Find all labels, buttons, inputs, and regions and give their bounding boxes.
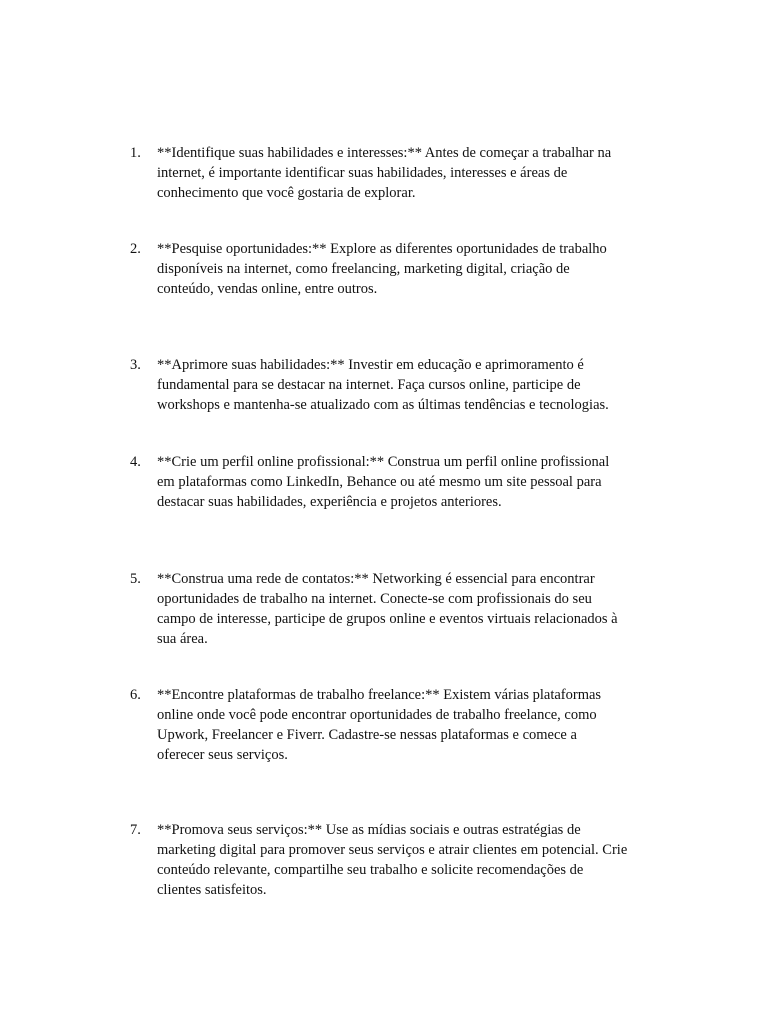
list-item-line: Upwork, Freelancer e Fiverr. Cadastre-se nessas plataformas e comece a: [157, 727, 577, 743]
list-item-line: em plataformas como LinkedIn, Behance ou até mesmo um site pessoal para: [157, 474, 602, 490]
list-item: [130, 685, 660, 765]
list-item-number: 5.: [130, 571, 141, 587]
list-item-line: workshops e mantenha-se atualizado com as últimas tendências e tecnologias.: [157, 397, 609, 413]
list-item-line: conteúdo relevante, compartilhe seu trabalho e solicite recomendações de: [157, 862, 584, 878]
list-item-line: internet, é importante identificar suas habilidades, interesses e áreas de: [157, 165, 568, 181]
list-item-number: 2.: [130, 241, 141, 257]
list-item: [130, 143, 660, 203]
list-item-line: conteúdo, vendas online, entre outros.: [157, 281, 378, 297]
list-item: [130, 239, 660, 299]
list-item-line: **Promova seus serviços:** Use as mídias sociais e outras estratégias de: [157, 822, 581, 838]
list-item-text: [157, 452, 660, 512]
list-item-text: [157, 143, 660, 203]
list-item-line: destacar suas habilidades, experiência e projetos anteriores.: [157, 494, 502, 510]
list-item-line: fundamental para se destacar na internet. Faça cursos online, participe de: [157, 377, 581, 393]
list-item-line: sua área.: [157, 631, 208, 647]
list-item-line: **Aprimore suas habilidades:** Investir em educação e aprimoramento é: [157, 357, 584, 373]
list-item-number: 6.: [130, 687, 141, 703]
list-item-line: **Identifique suas habilidades e interesses:** Antes de começar a trabalhar na: [157, 145, 612, 161]
list-item-text: [157, 820, 660, 900]
list-item: [130, 452, 660, 512]
list-item-text: [157, 355, 660, 415]
list-item: [130, 569, 660, 649]
list-item-line: **Encontre plataformas de trabalho freelance:** Existem várias plataformas: [157, 687, 602, 703]
list-item-line: **Crie um perfil online profissional:** Construa um perfil online profissional: [157, 454, 610, 470]
list-item-line: campo de interesse, participe de grupos online e eventos virtuais relacionados à: [157, 611, 618, 627]
list-item-line: oferecer seus serviços.: [157, 747, 288, 763]
list-item-number: 3.: [130, 357, 141, 373]
list-item: [130, 355, 660, 415]
list-item-line: disponíveis na internet, como freelancing, marketing digital, criação de: [157, 261, 570, 277]
list-item-number: 1.: [130, 145, 141, 161]
list-item-line: conhecimento que você gostaria de explorar.: [157, 185, 416, 201]
list-item-line: clientes satisfeitos.: [157, 882, 267, 898]
list-item-text: [157, 239, 660, 299]
list-item: [130, 820, 660, 900]
list-item-number: 4.: [130, 454, 141, 470]
list-item-text: [157, 685, 660, 765]
list-item-line: oportunidades de trabalho na internet. Conecte-se com profissionais do seu: [157, 591, 592, 607]
list-item-line: **Construa uma rede de contatos:** Networking é essencial para encontrar: [157, 571, 595, 587]
list-item-number: 7.: [130, 822, 141, 838]
list-item-line: **Pesquise oportunidades:** Explore as diferentes oportunidades de trabalho: [157, 241, 607, 257]
list-item-text: [157, 569, 660, 649]
list-item-line: online onde você pode encontrar oportunidades de trabalho freelance, como: [157, 707, 597, 723]
list-item-line: marketing digital para promover seus serviços e atrair clientes em potencial. Crie: [157, 842, 628, 858]
